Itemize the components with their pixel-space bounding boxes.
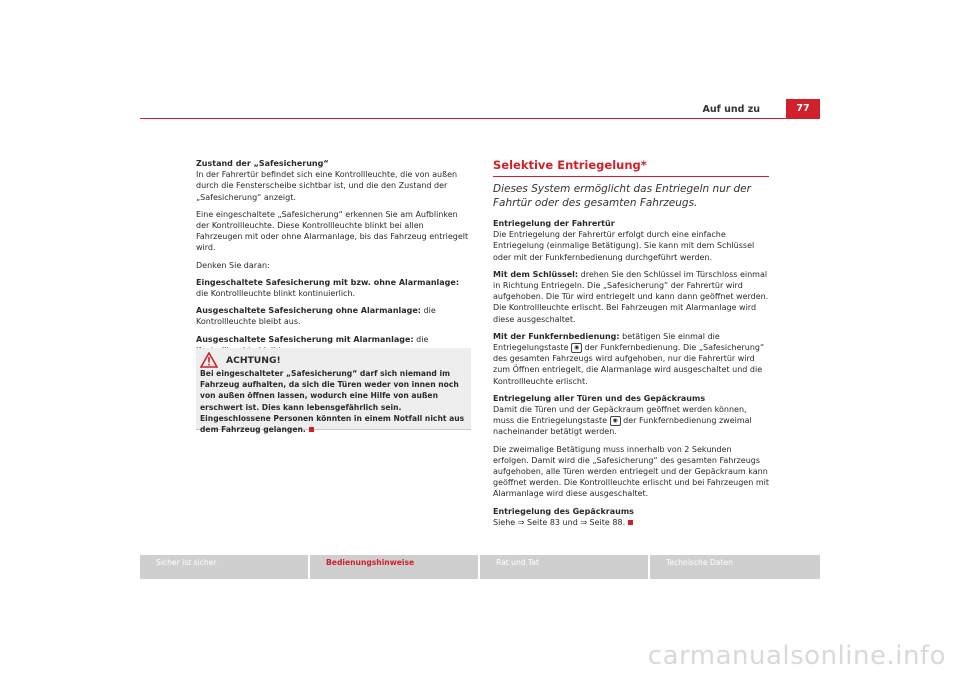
right-paragraph-2 — [493, 269, 769, 325]
footer-tab-technical[interactable]: Technische Daten — [650, 555, 820, 579]
unlock-key-icon: ◉ — [571, 343, 582, 353]
p4-text-a: Damit die Türen und der Gepäckraum geöffnet werden können, muss die Entriegelungstaste — [493, 405, 747, 426]
title-rule — [493, 176, 769, 177]
right-paragraph-1: Die Entriegelung der Fahrertür erfolgt durch eine einfache Entriegelung (einmalige Betätigung). Sie kann mit dem Schlüssel oder mit der Funkfernbedienung durchgeführt werden. — [493, 230, 755, 262]
p2-text: drehen Sie den Schlüssel im Türschloss einmal in Richtung Entriegeln. Die „Safesicherung“ der Fahrertür wird aufgehoben. Die Tür wird entriegelt und kann dann geöffnet werden. Die Kontrollleuchte erlischt. Bei Fahrzeugen mit Alarmanlage wird diese ausgeschaltet. — [493, 269, 769, 324]
section-title: Selektive Entriegelung* — [493, 158, 647, 172]
subheading-trunk: Entriegelung des Gepäckraums — [493, 506, 634, 516]
header-title: Auf und zu — [702, 104, 760, 115]
end-mark-icon — [628, 520, 633, 525]
item-label: Ausgeschaltete Safesicherung ohne Alarmanlage: — [196, 306, 422, 316]
warning-triangle-icon — [200, 352, 218, 368]
unlock-key-icon: ◉ — [610, 416, 621, 426]
left-paragraph-2: Eine eingeschaltete „Safesicherung“ erkennen Sie am Aufblinken der Kontrollleuchte. Diese Kontrollleuchte blinkt bei allen Fahrzeugen mit oder ohne Alarmanlage, bis das Fahrzeug entriegelt wird. — [196, 209, 469, 253]
item-text: die Kontrollleuchte bleibt aus. — [196, 306, 436, 327]
watermark: carmanualsonline.info — [647, 641, 946, 671]
p4-text-b: der Funkfernbedienung zweimal nacheinander betätigt werden. — [493, 416, 752, 437]
p3-label: Mit der Funkfernbedienung: — [493, 331, 620, 341]
p3-text-a: betätigen Sie einmal die Entriegelungstaste — [493, 331, 720, 353]
header-rule — [140, 118, 820, 119]
item-text: die Kontrollleuchte blinkt kontinuierlich. — [196, 289, 356, 299]
subheading-driver-door: Entriegelung der Fahrertür — [493, 219, 615, 228]
footer-tab-operation[interactable]: Bedienungshinweise — [310, 555, 478, 579]
list-item — [196, 305, 471, 327]
item-label: Eingeschaltete Safesicherung mit bzw. ohne Alarmanlage: — [196, 277, 460, 287]
right-paragraph-5: Die zweimalige Betätigung muss innerhalb von 2 Sekunden erfolgen. Damit wird die „Safesicherung“ des gesamten Fahrzeugs aufgehoben, alle Türen werden entriegelt und der Gepäckraum kann geöffnet werden. Die Kontrollleuchte erlischt und bei Fahrzeugen mit Alarmanlage wird diese ausgeschaltet. — [493, 444, 769, 499]
left-paragraph-1: In der Fahrertür befindet sich eine Kontrollleuchte, die von außen durch die Fensterscheibe sichtbar ist, und die den Zustand der „Safesicherung“ anzeigt. — [196, 170, 458, 202]
left-heading: Zustand der „Safesicherung“ — [196, 159, 329, 168]
left-paragraph-3: Denken Sie daran: — [196, 260, 270, 270]
left-column — [196, 158, 471, 362]
item-text: die — [416, 334, 429, 344]
right-paragraph-4 — [493, 404, 769, 438]
lead-text: Dieses System ermöglicht das Entriegeln nur der Fahrtür oder des gesamten Fahrzeugs. — [493, 183, 751, 209]
item-label: Ausgeschaltete Safesicherung mit Alarmanlage: — [196, 334, 414, 344]
list-item — [196, 277, 471, 299]
page-number: 77 — [786, 99, 820, 118]
warning-text: Bei eingeschalteter „Safesicherung“ darf sich niemand im Fahrzeug aufhalten, da sich die Türen weder von innen noch von außen öffnen lassen, wodurch eine Hilfe von außen erschwert ist. Dies kann lebensgefährlich sein. Eingeschlossene Personen könnten in einem Notfall nicht aus dem Fahrzeug gelangen. — [200, 369, 465, 435]
subheading-all-doors: Entriegelung aller Türen und des Gepäckraums — [493, 393, 706, 403]
end-mark-icon — [309, 427, 314, 432]
warning-title: ACHTUNG! — [226, 355, 281, 366]
right-column — [493, 158, 769, 534]
right-paragraph-6 — [493, 517, 769, 528]
p2-label: Mit dem Schlüssel: — [493, 269, 579, 279]
right-paragraph-3 — [493, 331, 769, 387]
warning-box — [196, 348, 471, 435]
footer-tab-advice[interactable]: Rat und Tat — [480, 555, 648, 579]
footer-tab-safety[interactable]: Sicher ist sicher — [140, 555, 308, 579]
p3-text-b: der Funkfernbedienung. Die „Safesicherung“ des gesamten Fahrzeugs wird aufgehoben, nur die Fahrertür wird zum Öffnen entriegelt, die Alarmanlage wird ausgeschaltet und die Kontrollleuchte erlischt. — [493, 343, 765, 386]
p6-text: Siehe ⇒ Seite 83 und ⇒ Seite 88. — [493, 517, 626, 527]
